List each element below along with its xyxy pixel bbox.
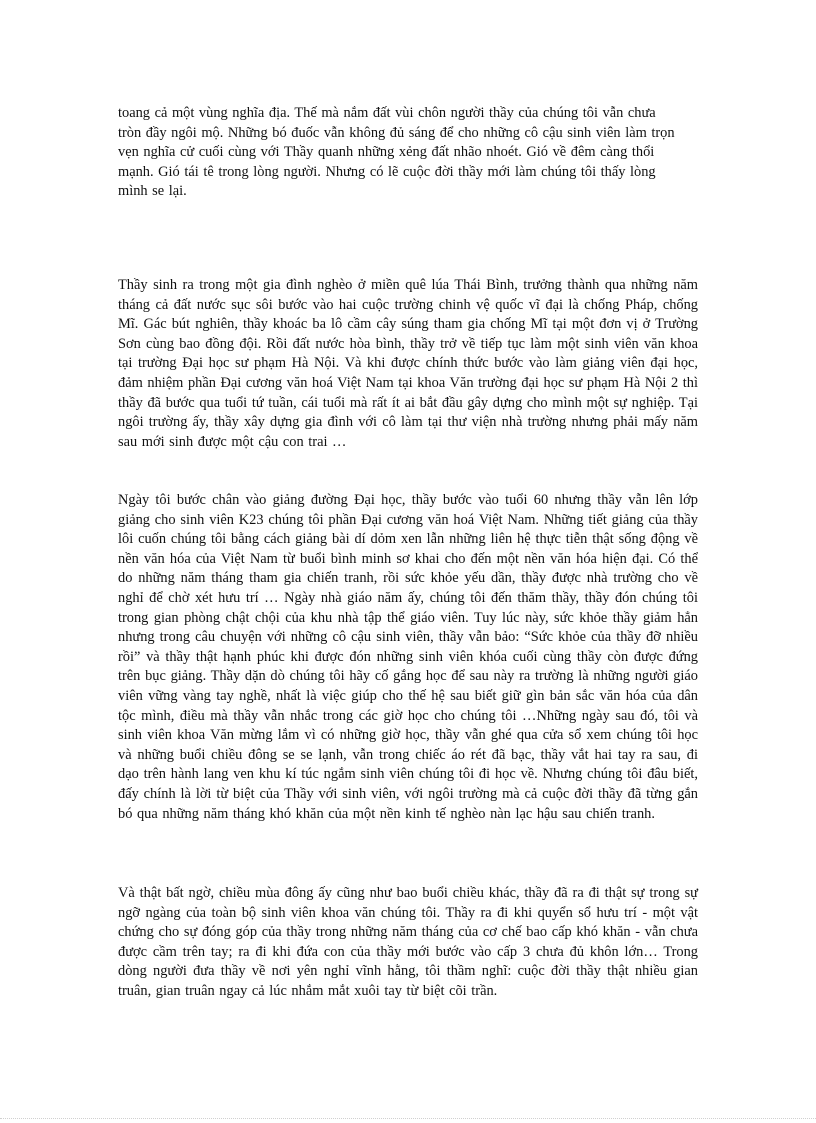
page-bottom-divider bbox=[0, 1118, 816, 1119]
paragraph-1: toang cả một vùng nghĩa địa. Thế mà nắm đất vùi chôn người thầy của chúng tôi vẫn chưa tròn đầy ngôi mộ. Những bó đuốc vẫn không đủ sáng để cho những cô cậu sinh viên làm trọn vẹn nghĩa cử cuối cùng với Thầy quanh những xẻng đất nhão nhoét. Gió về đêm càng thổi mạnh. Gió tái tê trong lòng người. Nhưng có lẽ cuộc đời thầy mới làm chúng tôi thấy lòng mình se lại. bbox=[118, 105, 675, 200]
paragraph-4: Và thật bất ngờ, chiều mùa đông ấy cũng như bao buổi chiều khác, thầy đã ra đi thật sự trong sự ngỡ ngàng của toàn bộ sinh viên khoa văn chúng tôi. Thầy ra đi khi quyển sổ hưu trí - một vật chứng cho sự đóng góp của thầy trong những năm tháng của cơ chế bao cấp khó khăn - vẫn chưa được cầm trên tay; ra đi khi đứa con của thầy mới bước vào cấp 3 chưa đủ khôn lớn… Trong dòng người đưa thầy về nơi yên nghỉ vĩnh hằng, tôi thầm nghĩ: cuộc đời thầy thật nhiều gian truân, gian truân ngay cả lúc nhắm mắt xuôi tay từ biệt cõi trần. bbox=[118, 885, 698, 999]
paragraph-2: Thầy sinh ra trong một gia đình nghèo ở miền quê lúa Thái Bình, trưởng thành qua những năm tháng cả đất nước sục sôi bước vào hai cuộc trường chinh vệ quốc vĩ đại là chống Pháp, chống Mĩ. Gác bút nghiên, thầy khoác ba lô cầm cây súng tham gia chống Mĩ tại một đơn vị ở Trường Sơn cùng bao đồng đội. Rồi đất nước hòa bình, thầy trở về tiếp tục làm một sinh viên văn khoa tại trường Đại học sư phạm Hà Nội. Và khi được chính thức bước vào làm giảng viên đại học, đảm nhiệm phần Đại cương văn hoá Việt Nam tại khoa Văn trường đại học sư phạm Hà Nội 2 thì thầy đã bước qua tuổi tứ tuần, cái tuổi mà rất ít ai bắt đầu gây dựng cho mình một sự nghiệp. Tại ngôi trường ấy, thầy xây dựng gia đình với cô làm tại thư viện nhà trường nhưng phải mấy năm sau mới sinh được một cậu con trai … bbox=[118, 277, 698, 450]
paragraph-3: Ngày tôi bước chân vào giảng đường Đại học, thầy bước vào tuổi 60 nhưng thầy vẫn lên lớp giảng cho sinh viên K23 chúng tôi phần Đại cương văn hoá Việt Nam. Những tiết giảng của thầy lôi cuốn chúng tôi bằng cách giảng bài dí dỏm xen lẫn những liên hệ thực tiễn thật sống động về nền văn hóa của Việt Nam từ buổi bình minh sơ khai cho đến một nền văn hóa hiện đại. Có thể do những năm tháng tham gia chiến tranh, rồi sức khỏe yếu dần, thầy được nhà trường cho về nghỉ để chờ xét hưu trí … Ngày nhà giáo năm ấy, chúng tôi đến thăm thầy, thầy đón chúng tôi trong gian phòng chật chội của khu nhà tập thể giáo viên. Tuy lúc này, sức khỏe thầy giảm hẳn nhưng trong câu chuyện với những cô cậu sinh viên, thầy vẫn bảo: “Sức khỏe của thầy đỡ nhiều rồi” và thầy thật hạnh phúc khi được đón những sinh viên khóa cuối cùng thầy còn được đứng trên bục giảng. Thầy dặn dò chúng tôi hãy cố gắng học để sau này ra trường là những người giáo viên vững vàng tay nghề, nhất là việc giúp cho thế hệ sau biết giữ gìn bản sắc văn hóa của dân tộc mình, điều mà thầy vẫn nhắc trong các giờ học cho chúng tôi …Những ngày sau đó, tôi và sinh viên khoa Văn mừng lắm vì có những giờ học, thầy vẫn ghé qua cửa sổ xem chúng tôi học và những buổi chiều đông se se lạnh, vẫn trong chiếc áo rét đã bạc, thầy vắt hai tay ra sau, đi dạo trên hành lang ven khu kí túc ngắm sinh viên chúng tôi đi học về. Nhưng chúng tôi đâu biết, đấy chính là lời từ biệt của Thầy với sinh viên, với ngôi trường mà cả cuộc đời thầy đã từng gắn bó qua những năm tháng khó khăn của một nền kinh tế nghèo nàn lạc hậu sau chiến tranh. bbox=[118, 492, 698, 822]
